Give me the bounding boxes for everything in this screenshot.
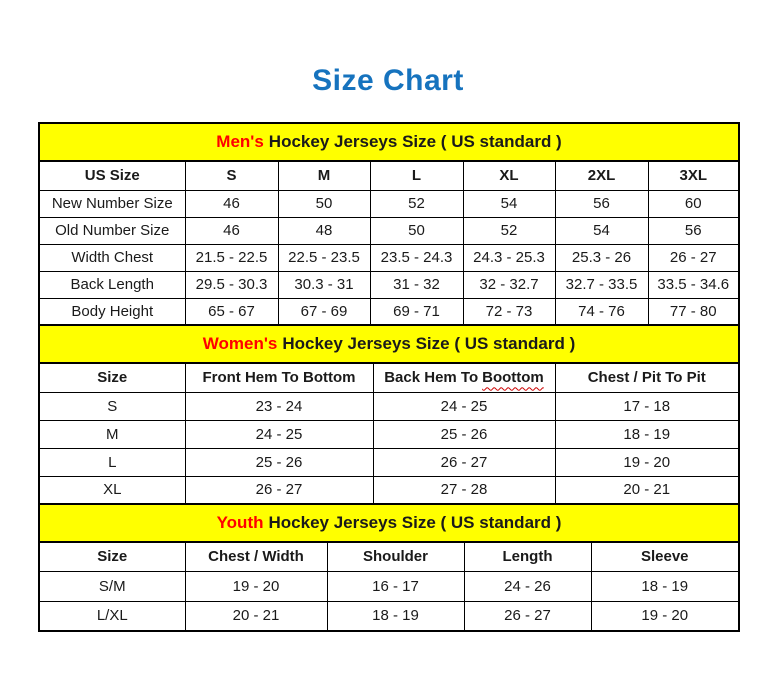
mens-banner-highlight: Men's bbox=[216, 132, 264, 151]
row-label: S bbox=[39, 392, 185, 420]
column-header: M bbox=[278, 161, 370, 190]
mens-size-table bbox=[38, 122, 740, 326]
row-label: XL bbox=[39, 476, 185, 504]
table-cell: 52 bbox=[370, 190, 463, 217]
mens-header-row bbox=[39, 161, 739, 190]
row-label: L bbox=[39, 448, 185, 476]
mens-table-banner bbox=[39, 123, 739, 161]
table-row bbox=[39, 476, 739, 504]
table-cell: 60 bbox=[648, 190, 739, 217]
womens-banner-text: Hockey Jerseys Size ( US standard ) bbox=[282, 334, 576, 353]
table-cell: 25 - 26 bbox=[185, 448, 373, 476]
table-cell: 19 - 20 bbox=[185, 571, 327, 601]
table-cell: 56 bbox=[648, 217, 739, 244]
column-header: Size bbox=[39, 363, 185, 392]
table-row bbox=[39, 271, 739, 298]
table-cell: 17 - 18 bbox=[555, 392, 739, 420]
column-header: Back Hem To Boottom bbox=[373, 363, 555, 392]
table-cell: 29.5 - 30.3 bbox=[185, 271, 278, 298]
table-cell: 24 - 25 bbox=[185, 420, 373, 448]
table-cell: 16 - 17 bbox=[327, 571, 464, 601]
table-row bbox=[39, 190, 739, 217]
table-cell: 22.5 - 23.5 bbox=[278, 244, 370, 271]
womens-banner-highlight: Women's bbox=[202, 334, 278, 353]
column-header: Size bbox=[39, 542, 185, 571]
table-cell: 20 - 21 bbox=[185, 601, 327, 631]
table-cell: 19 - 20 bbox=[591, 601, 739, 631]
table-cell: 46 bbox=[185, 190, 278, 217]
table-cell: 27 - 28 bbox=[373, 476, 555, 504]
table-cell: 20 - 21 bbox=[555, 476, 739, 504]
column-header: XL bbox=[463, 161, 555, 190]
column-header: 2XL bbox=[555, 161, 648, 190]
table-cell: 67 - 69 bbox=[278, 298, 370, 325]
womens-header-row bbox=[39, 363, 739, 392]
table-row bbox=[39, 420, 739, 448]
misspelled-word: Boottom bbox=[482, 369, 544, 387]
table-cell: 69 - 71 bbox=[370, 298, 463, 325]
youth-table-banner bbox=[39, 504, 739, 542]
table-row bbox=[39, 244, 739, 271]
youth-size-table bbox=[38, 503, 740, 632]
table-cell: 52 bbox=[463, 217, 555, 244]
column-header: Front Hem To Bottom bbox=[185, 363, 373, 392]
row-label: Back Length bbox=[39, 271, 185, 298]
mens-banner-text: Hockey Jerseys Size ( US standard ) bbox=[268, 132, 562, 151]
table-row bbox=[39, 571, 739, 601]
column-header: Shoulder bbox=[327, 542, 464, 571]
column-header: Length bbox=[464, 542, 591, 571]
youth-header-row bbox=[39, 542, 739, 571]
table-cell: 33.5 - 34.6 bbox=[648, 271, 739, 298]
table-cell: 25.3 - 26 bbox=[555, 244, 648, 271]
womens-size-table bbox=[38, 324, 740, 505]
table-cell: 46 bbox=[185, 217, 278, 244]
page-title: Size Chart bbox=[312, 64, 464, 97]
column-header: Sleeve bbox=[591, 542, 739, 571]
table-row bbox=[39, 217, 739, 244]
table-cell: 31 - 32 bbox=[370, 271, 463, 298]
column-header: 3XL bbox=[648, 161, 739, 190]
column-header: S bbox=[185, 161, 278, 190]
mens-banner-cell bbox=[39, 123, 739, 161]
table-cell: 23 - 24 bbox=[185, 392, 373, 420]
table-cell: 26 - 27 bbox=[185, 476, 373, 504]
table-cell: 23.5 - 24.3 bbox=[370, 244, 463, 271]
table-cell: 24 - 26 bbox=[464, 571, 591, 601]
column-header: L bbox=[370, 161, 463, 190]
table-cell: 24 - 25 bbox=[373, 392, 555, 420]
table-cell: 19 - 20 bbox=[555, 448, 739, 476]
table-cell: 48 bbox=[278, 217, 370, 244]
table-cell: 74 - 76 bbox=[555, 298, 648, 325]
table-cell: 50 bbox=[278, 190, 370, 217]
table-cell: 65 - 67 bbox=[185, 298, 278, 325]
table-cell: 32 - 32.7 bbox=[463, 271, 555, 298]
table-cell: 25 - 26 bbox=[373, 420, 555, 448]
youth-banner-cell bbox=[39, 504, 739, 542]
table-cell: 18 - 19 bbox=[591, 571, 739, 601]
row-label: S/M bbox=[39, 571, 185, 601]
youth-banner-highlight: Youth bbox=[216, 513, 264, 532]
row-label: M bbox=[39, 420, 185, 448]
table-cell: 18 - 19 bbox=[327, 601, 464, 631]
table-row bbox=[39, 298, 739, 325]
womens-banner-cell bbox=[39, 325, 739, 363]
table-cell: 30.3 - 31 bbox=[278, 271, 370, 298]
row-label: Old Number Size bbox=[39, 217, 185, 244]
row-label: Width Chest bbox=[39, 244, 185, 271]
table-cell: 54 bbox=[555, 217, 648, 244]
table-cell: 72 - 73 bbox=[463, 298, 555, 325]
table-cell: 50 bbox=[370, 217, 463, 244]
table-cell: 26 - 27 bbox=[648, 244, 739, 271]
column-header: Chest / Width bbox=[185, 542, 327, 571]
youth-banner-text: Hockey Jerseys Size ( US standard ) bbox=[268, 513, 562, 532]
table-cell: 54 bbox=[463, 190, 555, 217]
table-cell: 24.3 - 25.3 bbox=[463, 244, 555, 271]
column-header: Chest / Pit To Pit bbox=[555, 363, 739, 392]
table-cell: 18 - 19 bbox=[555, 420, 739, 448]
table-cell: 26 - 27 bbox=[373, 448, 555, 476]
row-label: Body Height bbox=[39, 298, 185, 325]
size-chart bbox=[38, 122, 738, 632]
table-row bbox=[39, 392, 739, 420]
table-cell: 26 - 27 bbox=[464, 601, 591, 631]
table-cell: 32.7 - 33.5 bbox=[555, 271, 648, 298]
table-cell: 56 bbox=[555, 190, 648, 217]
column-header: US Size bbox=[39, 161, 185, 190]
table-row bbox=[39, 448, 739, 476]
table-row bbox=[39, 601, 739, 631]
table-cell: 21.5 - 22.5 bbox=[185, 244, 278, 271]
row-label: L/XL bbox=[39, 601, 185, 631]
table-cell: 77 - 80 bbox=[648, 298, 739, 325]
womens-table-banner bbox=[39, 325, 739, 363]
row-label: New Number Size bbox=[39, 190, 185, 217]
